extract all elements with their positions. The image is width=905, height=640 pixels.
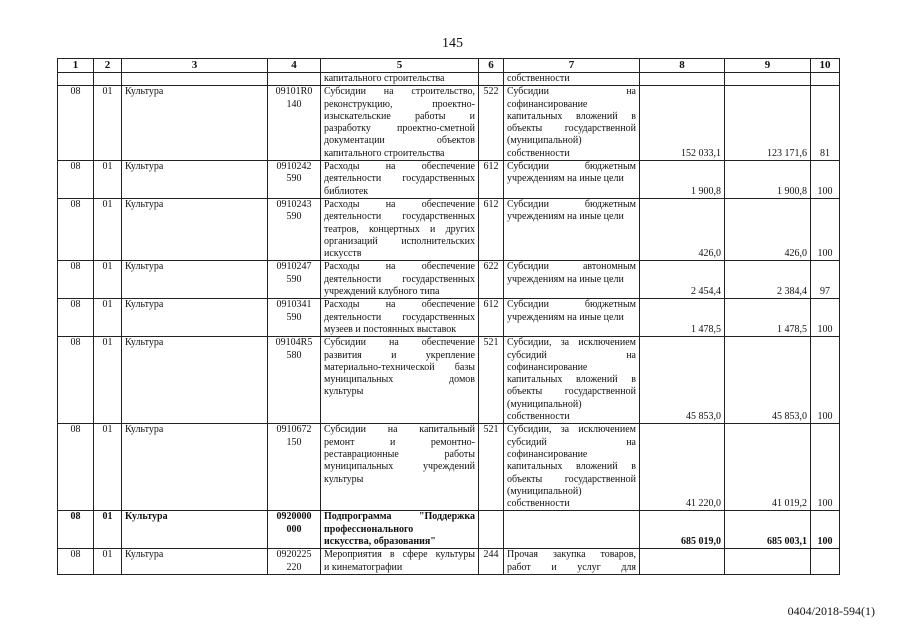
cell [811, 73, 840, 86]
code-line: 590 [286, 211, 302, 223]
purpose-line: материально-технической базы [324, 361, 475, 373]
cell-planned: 426,0 [640, 198, 725, 260]
expense-type-line: Субсидии бюджетным [507, 161, 636, 173]
column-header-4: 4 [268, 59, 321, 73]
cell-target-code [268, 86, 321, 161]
code-line: 0910243 [276, 198, 312, 210]
expense-type-line: учреждениям на иные цели [507, 311, 624, 323]
cell-subsection: 01 [94, 261, 122, 299]
purpose-line: деятельности государственных [324, 211, 475, 223]
code-line: 0910672 [276, 424, 312, 436]
table-row [58, 161, 840, 199]
cell-name: Культура [122, 549, 268, 575]
cell-planned: 685 019,0 [640, 511, 725, 549]
cell [58, 73, 94, 86]
code-line: 0910247 [276, 261, 312, 273]
column-header-7: 7 [504, 59, 640, 73]
expense-type-line: (муниципальной) [507, 398, 582, 410]
purpose-line: и кинематографии [324, 561, 403, 573]
purpose-line: муниципальных домов [324, 374, 475, 386]
cell-actual [725, 549, 811, 575]
cell-section: 08 [58, 86, 94, 161]
cell-expense-type [504, 299, 640, 337]
expense-type-line: объекты государственной [507, 386, 636, 398]
cell-expense-type [504, 261, 640, 299]
cell-purpose [321, 299, 479, 337]
column-header-5: 5 [321, 59, 479, 73]
expense-type-line: Субсидии, за исключением [507, 337, 636, 349]
cell-subsection: 01 [94, 198, 122, 260]
purpose-line: документации объектов [324, 135, 475, 147]
cell-expense-type [504, 161, 640, 199]
code-line: 09104R5 [275, 337, 313, 349]
cell-purpose [321, 198, 479, 260]
document-code: 0404/2018-594(1) [787, 604, 875, 618]
expense-type-line: работ и услуг для [507, 561, 636, 573]
purpose-line: Расходы на обеспечение [324, 261, 475, 273]
expense-type-line: субсидий на [507, 436, 636, 448]
column-header-8: 8 [640, 59, 725, 73]
cell-subsection: 01 [94, 299, 122, 337]
table-row [58, 299, 840, 337]
cell-expense-type [504, 86, 640, 161]
cell-subsection: 01 [94, 86, 122, 161]
expense-type-line: софинансирование [507, 448, 588, 460]
cell-planned: 1 900,8 [640, 161, 725, 199]
purpose-line: изыскательские работы и [324, 110, 475, 122]
cell-purpose [321, 161, 479, 199]
cell-subsection: 01 [94, 511, 122, 549]
purpose-line: культуры [324, 473, 364, 485]
expense-type-line: Субсидии бюджетным [507, 299, 636, 311]
cell-percent: 81 [811, 86, 840, 161]
cell-actual: 123 171,6 [725, 86, 811, 161]
cell-target-code [268, 511, 321, 549]
cell-name: Культура [122, 198, 268, 260]
cell-name: Культура [122, 261, 268, 299]
expense-type-line: учреждениям на иные цели [507, 273, 624, 285]
purpose-line: муниципальных учреждений [324, 461, 475, 473]
expense-type-line: (муниципальной) [507, 135, 582, 147]
cell-planned: 2 454,4 [640, 261, 725, 299]
expense-type-line: софинансирование [507, 361, 588, 373]
cell-expense-code: 612 [479, 198, 504, 260]
purpose-line: развития и укрепление [324, 349, 475, 361]
expense-type-line: собственности [507, 498, 570, 510]
cell-planned: 41 220,0 [640, 424, 725, 511]
cell-planned: 1 478,5 [640, 299, 725, 337]
purpose-line: деятельности государственных [324, 273, 475, 285]
cell-section: 08 [58, 161, 94, 199]
code-line: 590 [286, 311, 302, 323]
code-line: 150 [286, 436, 302, 448]
code-line: 220 [286, 561, 302, 573]
table-row [58, 424, 840, 511]
expense-type-line: учреждениям на иные цели [507, 173, 624, 185]
cell-purpose [321, 424, 479, 511]
cell-expense-code: 521 [479, 424, 504, 511]
cell-actual: 45 853,0 [725, 337, 811, 424]
cell-purpose [321, 86, 479, 161]
purpose-line: искусств [324, 248, 362, 260]
cell-actual: 685 003,1 [725, 511, 811, 549]
cell [268, 73, 321, 86]
cell-percent: 100 [811, 299, 840, 337]
cell-name: Культура [122, 424, 268, 511]
cell-percent: 100 [811, 337, 840, 424]
cell-expense-code: 244 [479, 549, 504, 575]
expense-type-line: собственности [507, 411, 570, 423]
purpose-line: Подпрограмма "Поддержка [324, 511, 475, 523]
expense-type-line: (муниципальной) [507, 485, 582, 497]
cell-expense-code: 522 [479, 86, 504, 161]
purpose-line: Субсидии на капитальный [324, 424, 475, 436]
purpose-line: капитального строительства [324, 147, 445, 159]
column-header-1: 1 [58, 59, 94, 73]
purpose-line: профессионального [324, 523, 414, 535]
expense-type-line: Прочая закупка товаров, [507, 549, 636, 561]
purpose-line: культуры [324, 386, 364, 398]
cell-target-code [268, 161, 321, 199]
cell [122, 73, 268, 86]
expense-type-line: объекты государственной [507, 473, 636, 485]
cell-expense-type: собственности [504, 73, 640, 86]
cell-actual: 2 384,4 [725, 261, 811, 299]
table-row [58, 261, 840, 299]
cell-expense-type [504, 424, 640, 511]
cell-purpose [321, 511, 479, 549]
cell-actual: 41 019,2 [725, 424, 811, 511]
expense-type-line: объекты государственной [507, 123, 636, 135]
cell-actual: 1 478,5 [725, 299, 811, 337]
cell-subsection: 01 [94, 424, 122, 511]
cell-target-code [268, 549, 321, 575]
column-header-10: 10 [811, 59, 840, 73]
cell-expense-type [504, 337, 640, 424]
cell-purpose: капитального строительства [321, 73, 479, 86]
code-line: 0920000 [276, 511, 312, 523]
purpose-line: учреждений клубного типа [324, 286, 440, 298]
purpose-line: реставрационные работы [324, 448, 475, 460]
column-header-9: 9 [725, 59, 811, 73]
cell-name: Культура [122, 299, 268, 337]
purpose-line: Расходы на обеспечение [324, 198, 475, 210]
cell-target-code [268, 337, 321, 424]
cell-target-code [268, 424, 321, 511]
cell-section: 08 [58, 511, 94, 549]
cell-percent: 100 [811, 511, 840, 549]
cell-target-code [268, 261, 321, 299]
purpose-line: разработку проектно-сметной [324, 123, 475, 135]
expense-type-line: софинансирование [507, 98, 588, 110]
cell-percent: 100 [811, 424, 840, 511]
cell-purpose [321, 549, 479, 575]
expense-type-line: Субсидии, за исключением [507, 424, 636, 436]
cell-section: 08 [58, 198, 94, 260]
cell-section: 08 [58, 261, 94, 299]
cell-subsection: 01 [94, 161, 122, 199]
purpose-line: Субсидии на строительство, [324, 86, 475, 98]
cell-purpose [321, 261, 479, 299]
expense-type-line: капитальных вложений в [507, 110, 636, 122]
expense-type-line: субсидий на [507, 349, 636, 361]
cell-subsection: 01 [94, 549, 122, 575]
cell [479, 73, 504, 86]
cell-percent: 100 [811, 161, 840, 199]
code-line: 0910341 [276, 299, 312, 311]
cell-percent [811, 549, 840, 575]
expense-type-line: Субсидии на [507, 86, 636, 98]
expense-type-line: Субсидии бюджетным [507, 198, 636, 210]
code-line: 0920225 [276, 549, 312, 561]
cell-expense-code [479, 511, 504, 549]
cell-section: 08 [58, 424, 94, 511]
cell-actual: 1 900,8 [725, 161, 811, 199]
cell-expense-code: 521 [479, 337, 504, 424]
page-number: 145 [442, 36, 463, 51]
purpose-line: музеев и постоянных выставок [324, 323, 457, 335]
purpose-line: Мероприятия в сфере культуры [324, 549, 475, 561]
cell-percent: 100 [811, 198, 840, 260]
expense-type-line: учреждениям на иные цели [507, 211, 624, 223]
code-line: 590 [286, 173, 302, 185]
expense-type-line: собственности [507, 147, 570, 159]
table-row [58, 86, 840, 161]
purpose-line: Расходы на обеспечение [324, 161, 475, 173]
purpose-line: деятельности государственных [324, 311, 475, 323]
purpose-line: ремонт и ремонтно- [324, 436, 475, 448]
cell [725, 73, 811, 86]
cell-expense-code: 612 [479, 161, 504, 199]
purpose-line: организаций исполнительских [324, 235, 475, 247]
cell-purpose [321, 337, 479, 424]
table-row [58, 198, 840, 260]
cell-section: 08 [58, 299, 94, 337]
purpose-line: библиотек [324, 185, 369, 197]
cell-target-code [268, 299, 321, 337]
cell-section: 08 [58, 337, 94, 424]
code-line: 590 [286, 273, 302, 285]
code-line: 140 [286, 98, 302, 110]
cell-planned: 152 033,1 [640, 86, 725, 161]
cell-expense-type [504, 198, 640, 260]
cell-expense-type [504, 549, 640, 575]
cell-planned: 45 853,0 [640, 337, 725, 424]
purpose-line: театров, концертных и других [324, 223, 475, 235]
cell-section: 08 [58, 549, 94, 575]
cell-target-code [268, 198, 321, 260]
purpose-line: Субсидии на обеспечение [324, 337, 475, 349]
expense-type-line: капитальных вложений в [507, 461, 636, 473]
purpose-line: Расходы на обеспечение [324, 299, 475, 311]
purpose-line: деятельности государственных [324, 173, 475, 185]
column-header-2: 2 [94, 59, 122, 73]
cell-name: Культура [122, 161, 268, 199]
cell-expense-type [504, 511, 640, 549]
table-row [58, 337, 840, 424]
table-row [58, 549, 840, 575]
header-row [58, 59, 840, 73]
budget-table [57, 58, 840, 575]
cell-name: Культура [122, 337, 268, 424]
cell-planned [640, 549, 725, 575]
cell-actual: 426,0 [725, 198, 811, 260]
continuation-row [58, 73, 840, 86]
purpose-line: реконструкцию, проектно- [324, 98, 475, 110]
cell-expense-code: 622 [479, 261, 504, 299]
table-row [58, 511, 840, 549]
code-line: 000 [286, 523, 302, 535]
code-line: 580 [286, 349, 302, 361]
cell [640, 73, 725, 86]
code-line: 0910242 [276, 161, 312, 173]
expense-type-line: капитальных вложений в [507, 374, 636, 386]
purpose-line: искусства, образования" [324, 535, 436, 547]
cell [94, 73, 122, 86]
cell-expense-code: 612 [479, 299, 504, 337]
cell-name: Культура [122, 86, 268, 161]
cell-percent: 97 [811, 261, 840, 299]
expense-type-line: Субсидии автономным [507, 261, 636, 273]
code-line: 09101R0 [275, 86, 313, 98]
column-header-3: 3 [122, 59, 268, 73]
cell-subsection: 01 [94, 337, 122, 424]
cell-name: Культура [122, 511, 268, 549]
column-header-6: 6 [479, 59, 504, 73]
